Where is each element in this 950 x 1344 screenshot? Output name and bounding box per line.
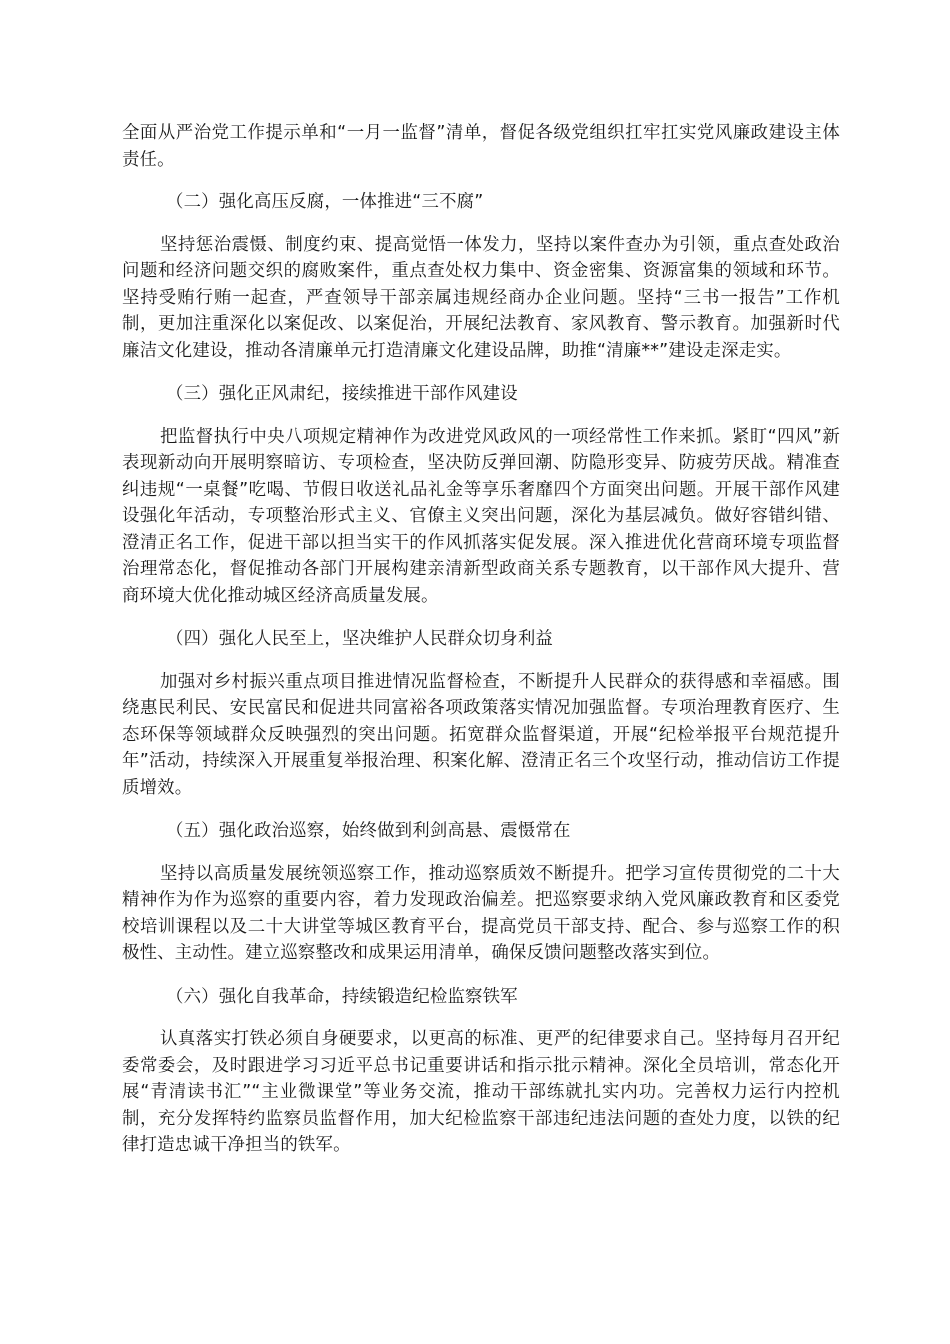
section-heading-4: （四）强化人民至上，坚决维护人民群众切身利益	[166, 629, 553, 649]
section-heading-3: （三）强化正风肃纪，接续推进干部作风建设	[166, 384, 518, 404]
section-heading-5: （五）强化政治巡察，始终做到利剑高悬、震慑常在	[166, 821, 571, 841]
section-heading-6: （六）强化自我革命，持续锻造纪检监察铁军	[166, 986, 518, 1007]
document-body	[122, 120, 840, 1176]
section-body-2: 坚持惩治震慑、制度约束、提高觉悟一体发力，坚持以案件查办为引领，重点查处政治问题和经济问题交织的腐败案件，重点查处权力集中、资金密集、资源富集的领域和环节。坚持受贿行贿一起查，严查领导干部亲属违规经商办企业问题。坚持“三书一报告”工作机制，更加注重深化以案促改、以案促治，开展纪法教育、家风教育、警示教育。加强新时代廉洁文化建设，推动各清廉单元打造清廉文化建设品牌，助推“清廉**”建设走深走实。	[122, 234, 840, 361]
section-body-6: 认真落实打铁必须自身硬要求，以更高的标准、更严的纪律要求自己。坚持每月召开纪委常委会，及时跟进学习习近平总书记重要讲话和指示批示精神。深化全员培训，常态化开展“青清读书汇”“主业微课堂”等业务交流，推动干部练就扎实内功。完善权力运行内控机制，充分发挥特约监察员监督作用，加大纪检监察干部违纪违法问题的查处力度，以铁的纪律打造忠诚干净担当的铁军。	[122, 1029, 840, 1155]
section-body-3: 把监督执行中央八项规定精神作为改进党风政风的一项经常性工作来抓。紧盯“四风”新表现新动向开展明察暗访、专项检查，坚决防反弹回潮、防隐形变异、防疲劳厌战。精准查纠违规“一桌餐”吃喝、节假日收送礼品礼金等享乐奢靡四个方面突出问题。开展干部作风建设强化年活动，专项整治形式主义、官僚主义突出问题，深化为基层减负。做好容错纠错、澄清正名工作，促进干部以担当实干的作风抓落实促发展。深入推进优化营商环境专项监督治理常态化，督促推动各部门开展构建亲清新型政商关系专题教育，以干部作风大提升、营商环境大优化推动城区经济高质量发展。	[122, 426, 840, 606]
intro-continuation: 全面从严治党工作提示单和“一月一监督”清单，督促各级党组织扛牢扛实党风廉政建设主体责任。	[122, 123, 840, 170]
section-body-5: 坚持以高质量发展统领巡察工作，推动巡察质效不断提升。把学习宣传贯彻党的二十大精神作为作为巡察的重要内容，着力发现政治偏差。把巡察要求纳入党风廉政教育和区委党校培训课程以及二十大讲堂等城区教育平台，提高党员干部支持、配合、参与巡察工作的积极性、主动性。建立巡察整改和成果运用清单，确保反馈问题整改落实到位。	[122, 863, 840, 963]
section-heading-2: （二）强化高压反腐，一体推进“三不腐”	[166, 192, 484, 212]
section-body-4: 加强对乡村振兴重点项目推进情况监督检查，不断提升人民群众的获得感和幸福感。围绕惠民利民、安民富民和促进共同富裕各项政策落实情况加强监督。专项治理教育医疗、生态环保等领域群众反映强烈的突出问题。拓宽群众监督渠道，开展“纪检举报平台规范提升年”活动，持续深入开展重复举报治理、积案化解、澄清正名三个攻坚行动，推动信访工作提质增效。	[122, 671, 840, 798]
